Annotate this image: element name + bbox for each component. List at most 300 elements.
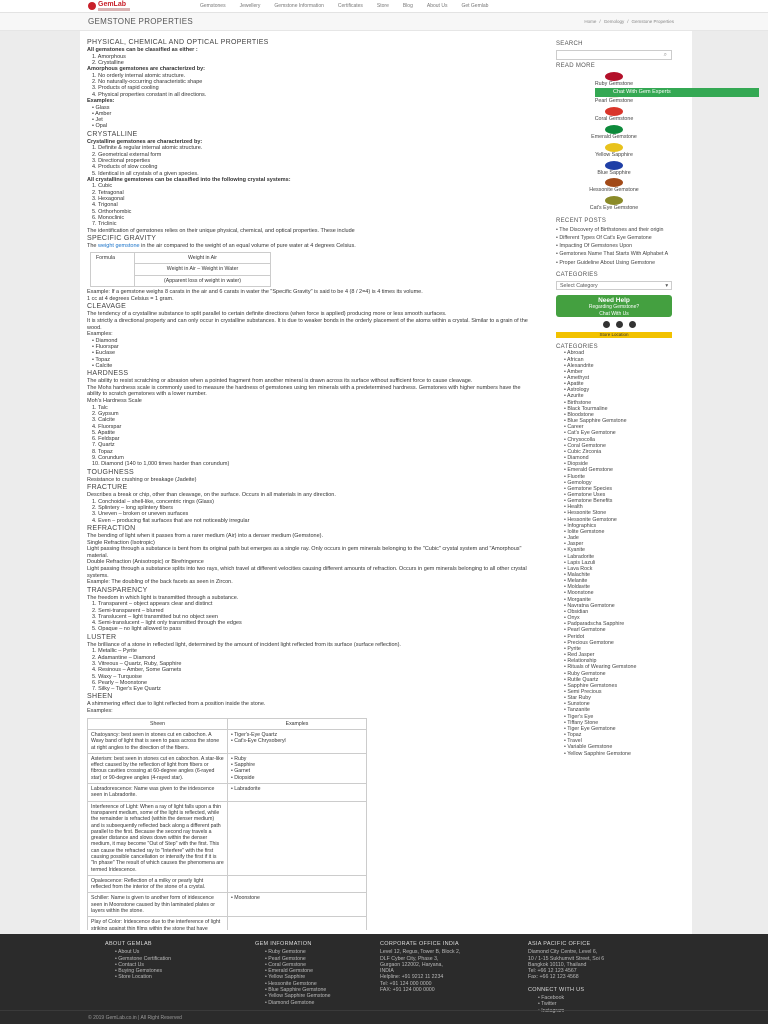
category-link[interactable] [556,751,682,757]
footer-address-india [380,949,515,993]
bullet: • [564,572,568,578]
gemstone-image [605,72,623,81]
footer-heading: ABOUT GEMLAB [105,941,152,947]
list-item-text: Blue Sapphire Gemstone [268,987,327,994]
nav-item[interactable]: Gemstones [200,3,226,9]
crystalline-heading: Crystalline gemstones are characterized by: [87,138,203,145]
list-item-text: 3. Translucent – light transmitted but no object seen [92,613,218,620]
help-line-3: Chat [599,310,610,317]
category-name: African [567,356,584,363]
list-item-text: Fluorspar [95,344,119,351]
formula-note: (Apparent loss of weight in water) [135,275,271,287]
category-name: Apatite [567,381,584,388]
gem-name: Coral Gemstone [594,116,634,123]
category-name: Pearl Gemstone [567,627,606,634]
amorphous-list [87,73,531,98]
bullet: • [564,621,568,628]
bullet: • [92,110,96,117]
gem-name: Yellow Sapphire [595,151,633,158]
gem-link[interactable] [556,161,672,177]
category-select[interactable] [556,281,672,290]
gem-link[interactable] [556,125,672,141]
bullet: • [564,547,568,554]
bullet: • [564,682,568,689]
bullet: • [231,774,235,781]
bullet: • [564,596,568,603]
bullet: • [265,949,269,956]
nav-item[interactable]: Certificates [337,3,363,9]
bullet: • [564,639,568,646]
list-item-text: Ruby Gemstone [268,949,306,956]
list-item-text: 4. Semi-translucent – light only transmitted through the edges [92,620,242,627]
toughness-text: Resistance to crushing or breakage (Jadeite) [87,476,197,483]
category-name: Padparadscha Sapphire [567,621,625,628]
category-name: Rutile Quartz [567,676,599,683]
list-item-text: 8. Topaz [92,448,113,455]
bullet: • [564,732,568,739]
nav-item[interactable]: Blog [402,3,413,9]
breadcrumb-item[interactable]: / [599,19,601,24]
mohs-heading: Moh's Hardness Scale [87,398,142,405]
bullet: • [231,786,235,793]
bullet: • [564,442,568,449]
bullet: • [564,670,568,677]
gem-link[interactable] [556,72,672,88]
footer-heading: GEM INFORMATION [255,941,312,947]
list-item-text: 3. Calcite [92,417,115,424]
list-item-text: Gurgaon 122002, Haryana, [380,961,443,968]
bullet: • [564,627,568,634]
help-line-2: Regarding Gemstone? [588,303,640,310]
sheen-description: Labradorescence: Name was given to the iridescence seen in Labradorite. [88,784,228,802]
sheen-examples [228,875,367,893]
bullet: • [564,738,568,745]
category-name: Semi Precious [567,688,602,695]
copyright: © 2019 GemLab.co.in | All Right Reserved [88,1015,182,1021]
category-name: Malachite [567,572,590,578]
list-item-text: Gemstone Certification [118,955,172,962]
luster-title: LUSTER [87,633,117,641]
bullet: • [564,387,568,394]
list-item-text: 9. Corundum [92,454,124,461]
nav-item[interactable]: Jewellery [239,3,261,9]
list-item-text: Calcite [95,362,113,369]
list-item-text: 3. Products of rapid cooling [92,85,159,92]
list-item-text: Contact Us [118,961,144,968]
sg-text [87,243,531,250]
bullet: • [564,411,568,418]
list-item-text: Yellow Sapphire Gemstone [268,993,331,1000]
category-name: Diamond [567,455,589,462]
fracture-list [87,499,531,524]
hardness-text-2: The Mohs hardness scale is commonly used to measure the hardness of gemstones using ten minerals with a predetermined hardness. Gemstones with higher numbers have the ability to scratch gemstones with a lower number. [87,384,521,398]
example-text: Sapphire [234,762,256,769]
crystalline-list [87,145,531,176]
transparency-list [87,601,531,632]
category-name: Onyx [567,615,580,622]
recent-post-title: The Discovery of Birthstones and their origin [559,226,664,233]
social-icons [556,321,682,328]
list-item-text: Topaz [95,356,111,363]
bullet: • [564,541,568,548]
weight-gemstone-link[interactable]: weight gemstone [98,243,140,250]
recent-post-link[interactable] [556,251,682,257]
bullet: • [564,430,568,437]
chat-with-experts-button[interactable]: Chat With Gem Experts [595,88,759,97]
title-bar [0,13,768,31]
category-name: Jade [567,535,579,542]
transparency-title: TRANSPARENCY [87,586,148,594]
list-item-text: Diamond City Centre, Level 6, [528,949,598,956]
hardness-text: The ability to resist scratching or abrasion when a pointed fragment from another mineral is drawn across its surface without sufficient force to cause cleavage. [87,378,473,385]
bullet: • [92,104,96,111]
bullet: • [231,762,235,769]
category-name: Melanite [567,578,588,585]
list-item [92,686,531,692]
recent-post-link[interactable] [556,260,682,266]
formula-numerator: Weight in Air [135,252,271,264]
nav-item[interactable]: Gemstone Information [274,3,324,9]
category-name: Gemstone Benefits [567,498,613,505]
category-name: Topaz [567,732,582,739]
bullet: • [564,368,568,375]
bullet: • [564,350,568,357]
list-item-text: 7. Silky – Tiger's Eye Quartz [92,686,161,693]
top-navbar [0,0,768,13]
gem-name: Emerald Gemstone [591,133,637,140]
bullet: • [564,362,568,369]
bullet: • [564,713,568,720]
bullet: • [564,491,568,498]
double-refraction-text: Light passing through a substance splits into two rays, which travel at different velocities causing different amounts of refraction. Occurs in gem minerals belonging to all other crystal systems. [87,565,527,579]
list-item[interactable] [380,987,515,993]
formula-denominator: Weight in Air – Weight in Water [135,264,271,276]
bullet: • [564,645,568,652]
recent-post-title: Different Types Of Cat's Eye Gemstone [559,234,652,241]
list-item-text: Bangkok 10110, Thailand [528,961,587,968]
list-item-text: 2. Gypsum [92,410,119,417]
example-text: Labradorite [234,786,261,793]
gemstone-image [605,178,623,187]
list-item [92,626,531,632]
list-item-text: INDIA [380,968,394,975]
list-item[interactable] [528,974,658,980]
category-name: Chrysocolla [567,436,595,443]
category-name: Moonstone [567,590,594,597]
bullet: • [564,375,568,381]
refraction-text: The bending of light when it passes from a rarer medium (Air) into a denser medium (Gemstone). [87,532,323,539]
facebook-icon[interactable] [603,321,610,328]
crystalline-title: CRYSTALLINE [87,130,138,138]
bullet: • [564,688,568,695]
recent-post-link[interactable] [556,243,682,249]
footer-links-about [105,949,210,980]
category-name: Diopside [567,461,588,468]
read-more-heading: READ MORE [556,62,596,69]
examples-col-header: Examples [228,718,367,729]
bullet: • [564,498,568,505]
bullet: • [265,980,269,987]
category-name: Travel [567,738,582,745]
sg-note: 1 cc at 4 degrees Celsius = 1 gram. [87,295,174,302]
recent-post-title: Impacting Of Gemstones Upon [559,243,633,250]
systems-heading: All crystalline gemstones can be classified into the following crystal systems: [87,176,291,183]
fracture-title: FRACTURE [87,484,128,492]
cleavage-text: The tendency of a crystalline substance to split parallel to certain definite directions (when force is applied) producing more or less smooth surfaces. [87,311,447,318]
category-name: Hessonite Gemstone [567,516,617,523]
single-refraction-heading: Single Refraction (Isotropic) [87,539,155,546]
recent-posts-heading: RECENT POSTS [556,217,607,224]
bullet: • [564,535,568,542]
list-item-text: 4. Fluorspar [92,423,122,430]
bullet: • [564,658,568,665]
example-item [231,738,363,744]
bullet: • [564,424,568,431]
category-name: Labradorite [567,553,595,560]
bullet: • [564,510,568,517]
nav-item[interactable]: About Us [426,3,448,9]
list-item-text: 1. Amorphous [92,53,126,60]
table-row [88,875,367,893]
cleavage-examples [87,338,531,369]
categories-list [556,350,682,756]
gem-name: Ruby Gemstone [594,80,634,87]
bullet: • [564,707,568,714]
bullet: • [92,362,96,369]
list-item [92,123,531,129]
list-item-text: Yellow Sapphire [268,974,306,981]
list-item-text: 7. Triclinic [92,221,117,228]
category-name: Abroad [567,350,585,357]
category-name: Pyrite [567,645,581,652]
sheen-title: SHEEN [87,693,113,701]
category-name: Moldavite [567,584,590,591]
store-location-button[interactable]: Store Location [556,332,672,338]
list-item-text: 2. No naturally-occurring characteristic shape [92,79,203,86]
gem-link[interactable] [556,196,672,212]
bullet: • [564,393,568,400]
bullet: • [564,750,568,757]
bullet: • [564,522,568,529]
list-item[interactable] [265,1000,360,1006]
list-item-text: 2. Geometrical external form [92,151,162,158]
bullet: • [556,243,560,250]
gem-logo-icon [88,2,96,10]
luster-text: The brilliance of a stone in reflected light, determined by the amount of incident light reflected from its surface (surface reflection). [87,641,401,648]
category-name: Tanzanite [567,707,590,714]
bullet: • [538,995,542,1002]
sheen-examples [228,753,367,783]
list-item-text: 2. Crystalline [92,59,124,66]
table-row [88,729,367,753]
sheen-description: Schiller: Name is given to another form of iridescence seen in Moonstone caused by thin laminated plates or layers within the stone. [88,893,228,917]
gem-name: Hessonite Gemstone [589,187,639,194]
breadcrumb-item[interactable]: Home [584,19,597,24]
sheen-table [87,718,367,930]
list-item-text: 5. Identical in all crystals of a given species. [92,170,199,177]
list-item[interactable] [115,974,210,980]
category-name: Bloodstone [567,411,594,418]
footer-col-gem-info [255,941,360,1006]
examples-label: Examples: [87,97,115,104]
section-heading: PHYSICAL, CHEMICAL AND OPTICAL PROPERTIES [87,39,269,46]
list-item-text: 1. Cubic [92,183,113,190]
breadcrumb-item[interactable]: / [627,19,629,24]
category-name: Rituals of Wearing Gemstone [567,664,637,671]
transparency-text: The freedom in which light is transmitted through a substance. [87,594,239,601]
list-item-text: 2. Splintery – long splintery fibers [92,505,174,512]
intro-text: All gemstones can be classified as either : [87,47,198,53]
bullet: • [265,999,269,1006]
bullet: • [115,974,119,981]
recent-posts-list [556,227,682,266]
category-name: Gemology [567,479,592,486]
footer-links-gems [255,949,360,1006]
list-item-text: Diamond Gemstone [268,999,315,1006]
bullet: • [564,356,568,363]
category-name: Career [567,424,584,431]
recent-post-link[interactable] [556,227,682,233]
sheen-description: Opalescence: Reflection of a milky or pearly light reflected from the interior of the stone of a crystal. [88,875,228,893]
bullet: • [265,987,269,994]
list-item-text: 10 / 1-15 Sukhumvit Street, Soi 6 [528,955,605,962]
bullet: • [564,633,568,640]
bullet: • [265,993,269,1000]
table-row [88,753,367,783]
list-item-text: 6. Pearly – Moonstone [92,679,148,686]
list-item-text: FAX: +91 124 000 0000 [380,987,435,994]
amorphous-heading: Amorphous gemstones are characterized by: [87,66,205,73]
category-name: Coral Gemstone [567,442,606,449]
footer-heading: ASIA PACIFIC OFFICE [528,941,591,947]
list-item-text: Glass [95,104,110,111]
bullet: • [564,528,568,535]
category-name: Hessonite Stone [567,510,607,517]
search-input[interactable] [556,50,672,60]
category-name: Cubic Zirconia [567,448,602,455]
category-name: Amethyst [567,375,590,381]
category-name: Infographics [567,522,597,529]
list-item-text: 1. No orderly internal atomic structure. [92,72,186,79]
bullet: • [92,117,96,124]
recent-post-link[interactable] [556,235,682,241]
table-row [88,801,367,875]
sg-pre: The [87,243,99,250]
list-item-text: Tel: +66 12 123 4567 [528,968,577,975]
category-name: Sunstone [567,701,590,708]
example-text: Cat's-Eye Chrysoberyl [234,738,286,745]
category-name: Amber [567,368,583,375]
category-name: Tiger's Eye [567,713,594,720]
bullet: • [231,731,235,738]
sheen-description: Play of Color: Iridescence due to the interference of light striking against thin films within the stone that have [88,917,228,930]
category-name: Morganite [567,596,591,603]
table-row [88,784,367,802]
bullet: • [564,602,568,609]
gem-link[interactable] [556,143,672,159]
category-name: Jasper [567,541,584,548]
breadcrumb-item[interactable]: Gemology [603,19,625,24]
list-item-text: 5. Apatite [92,429,115,436]
help-line-4: With Us [611,310,629,317]
category-name: Cat's Eye Gemstone [567,430,616,437]
bullet: • [92,123,96,130]
category-name: Obsidian [567,608,589,615]
list-item-text: 1. Transparent – object appears clear and distinct [92,601,213,608]
bullet: • [564,467,568,474]
list-item-text: Helpline: +91 9212 11 2234 [380,974,444,981]
categories-list-heading: CATEGORIES [556,343,598,350]
single-refraction-text: Light passing through a substance is bent from its original path but emerges as a single ray. Only occurs in gem minerals belonging to the "Cubic" crystal system and "Amorphous" material. [87,546,522,559]
sheen-examples [228,917,367,930]
footer-address-asia [528,949,658,980]
nav-item[interactable]: Get Gemlab [461,3,489,9]
list-item-text: 3. Hexagonal [92,196,125,203]
gem-link[interactable] [556,107,672,123]
list-item-text: 4. Physical properties constant in all directions. [92,91,207,98]
category-name: Red Jasper [567,652,595,659]
list-item-text: DLF Cyber City, Phase 3, [380,955,439,962]
bullet: • [115,968,119,975]
gem-link[interactable] [556,178,672,194]
list-item-text: Level 12, Regus, Tower B, Block 2, [380,949,461,956]
identification-text: The identification of gemstones relies on their unique physical, chemical, and optical properties. These include [87,227,355,234]
list-item-text: Hessonite Gemstone [268,980,317,987]
main-content [87,38,531,930]
classes-list [87,54,531,67]
category-name: Star Ruby [567,695,591,702]
sheen-examples [228,784,367,802]
bullet: • [564,504,568,511]
recent-post-title: Gemstones Name That Starts With Alphabet A [559,251,669,258]
category-name: Black Tourmaline [567,405,608,412]
bullet: • [92,356,96,363]
example-text: Ruby [234,755,247,762]
sheen-col-header: Sheen [88,718,228,729]
gemstone-image [605,161,623,170]
gemstone-image [605,125,623,134]
bullet: • [231,755,235,762]
breadcrumb-item: Gemstone Properties [631,19,674,24]
list-item [92,518,531,524]
cleavage-title: CLEAVAGE [87,303,127,311]
list-item-text: 4. Products of slow cooling [92,164,158,171]
help-chat-banner[interactable] [556,295,672,317]
list-item-text: Emerald Gemstone [268,968,313,975]
category-name: Yellow Sapphire Gemstone [567,750,631,757]
list-item-text: 3. Vitreous – Quartz, Ruby, Sapphire [92,660,182,667]
category-name: Variable Gemstone [567,744,613,751]
nav-item[interactable]: Store [376,3,389,9]
breadcrumb [584,19,674,24]
example-item [231,786,363,792]
bullet: • [115,955,119,962]
instagram-icon[interactable] [629,321,636,328]
footer-social-links [528,995,658,1014]
twitter-icon[interactable] [616,321,623,328]
list-item-text: 4. Trigonal [92,202,118,209]
bullet: • [231,738,235,745]
search-icon[interactable]: ⌕ [663,51,667,58]
list-item-text: 10. Diamond (140 to 1,000 times harder than corundum) [92,461,230,468]
bullet: • [564,590,568,597]
list-item-text: 5. Opaque – no light allowed to pass [92,626,181,633]
page-title: GEMSTONE PROPERTIES [88,17,193,26]
site-logo[interactable] [88,1,148,12]
gemstone-image [605,196,623,205]
bullet: • [564,381,568,388]
bullet: • [564,553,568,560]
